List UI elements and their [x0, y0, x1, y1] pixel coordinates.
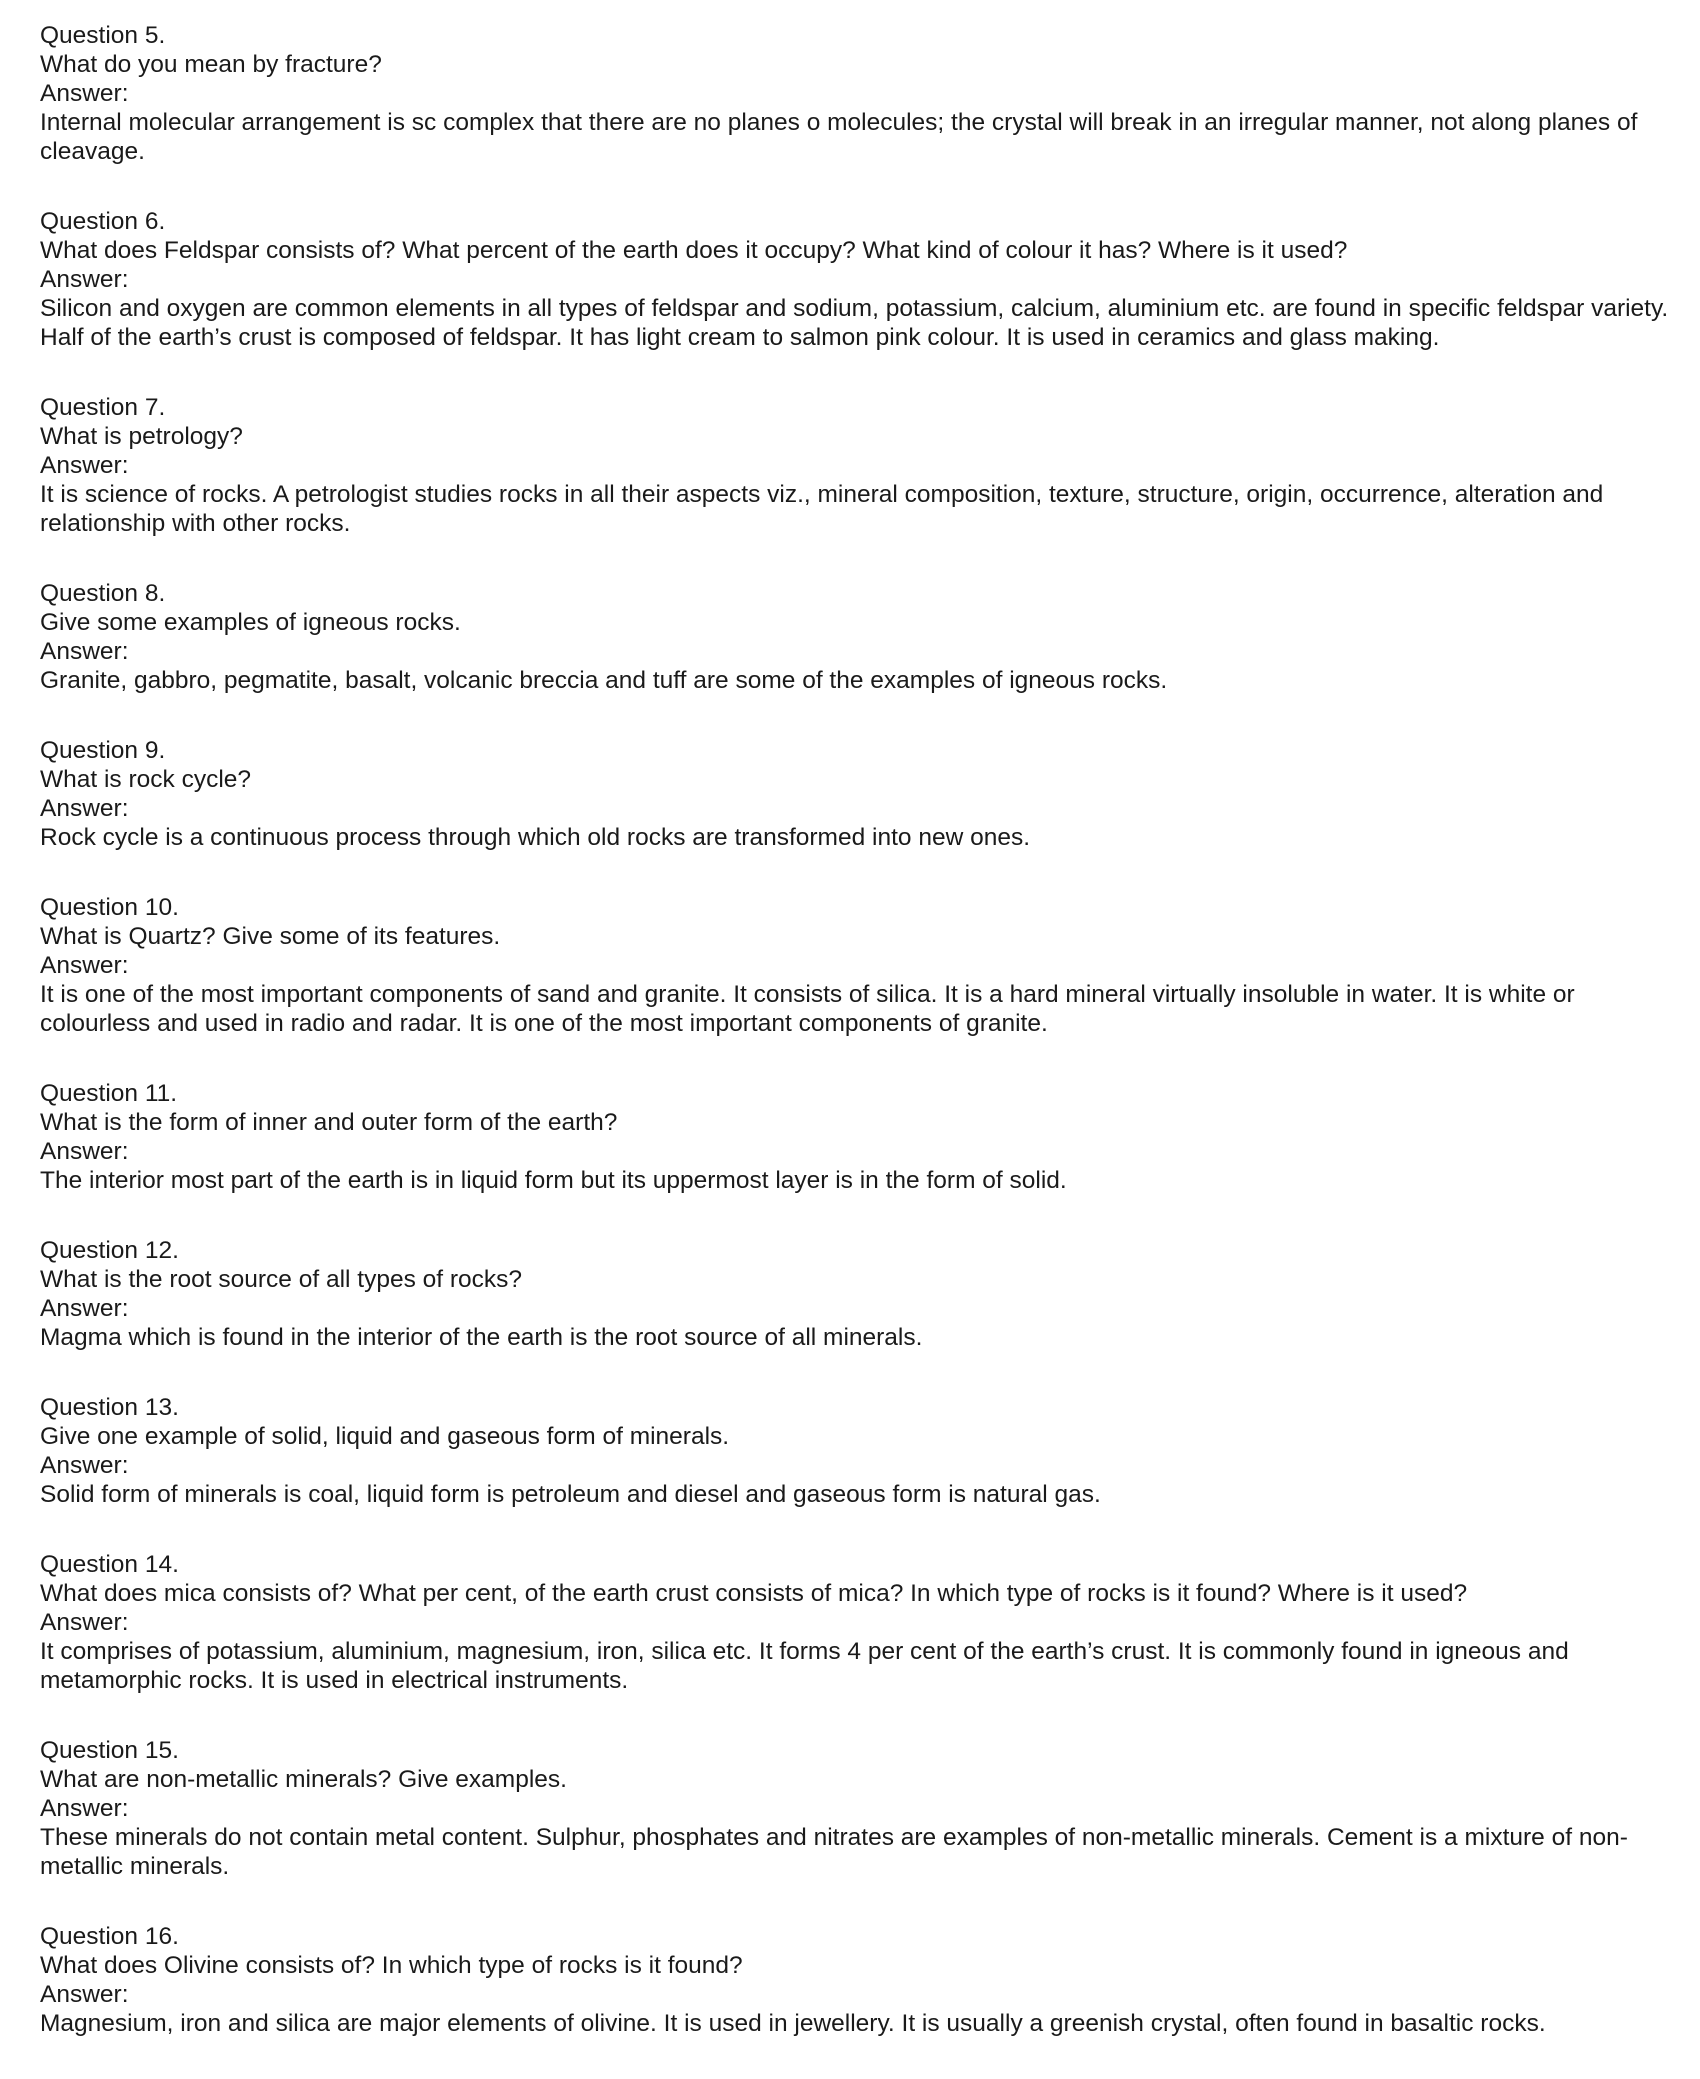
- question-number: Question 11.: [40, 1080, 178, 1107]
- qa-block: [40, 1736, 1680, 1881]
- question-text: Give some examples of igneous rocks.: [40, 609, 461, 636]
- answer-text: The interior most part of the earth is in liquid form but its uppermost layer is in the form of solid.: [40, 1167, 1067, 1194]
- question-text: What is Quartz? Give some of its features.: [40, 923, 501, 950]
- question-number: Question 13.: [40, 1394, 179, 1421]
- answer-label: Answer:: [40, 638, 129, 665]
- question-text: What is the root source of all types of rocks?: [40, 1266, 523, 1293]
- answer-text: Magma which is found in the interior of the earth is the root source of all minerals.: [40, 1324, 923, 1351]
- answer-text: Internal molecular arrangement is sc complex that there are no planes o molecules; the crystal will break in an irregular manner, not along planes of cleavage.: [40, 109, 1638, 165]
- qa-block: [40, 1079, 1680, 1195]
- question-number: Question 10.: [40, 894, 179, 921]
- answer-label: Answer:: [40, 952, 129, 979]
- question-number: Question 14.: [40, 1551, 179, 1578]
- question-number: Question 5.: [40, 22, 166, 49]
- question-number: Question 15.: [40, 1737, 179, 1764]
- question-text: What is petrology?: [40, 423, 243, 450]
- question-number: Question 16.: [40, 1923, 179, 1950]
- question-number: Question 8.: [40, 580, 166, 607]
- qa-block: [40, 1236, 1680, 1352]
- answer-label: Answer:: [40, 1981, 129, 2008]
- answer-label: Answer:: [40, 795, 129, 822]
- question-number: Question 9.: [40, 737, 166, 764]
- question-text: What do you mean by fracture?: [40, 51, 382, 78]
- question-text: Give one example of solid, liquid and gaseous form of minerals.: [40, 1423, 730, 1450]
- answer-label: Answer:: [40, 1609, 129, 1636]
- answer-label: Answer:: [40, 266, 129, 293]
- question-text: What does mica consists of? What per cent, of the earth crust consists of mica? In which type of rocks is it found? Where is it used?: [40, 1580, 1468, 1607]
- qa-block: [40, 21, 1680, 166]
- answer-text: It is science of rocks. A petrologist studies rocks in all their aspects viz., mineral composition, texture, structure, origin, occurrence, alteration and relationship with other rocks.: [40, 481, 1604, 537]
- answer-label: Answer:: [40, 80, 129, 107]
- answer-text: Solid form of minerals is coal, liquid form is petroleum and diesel and gaseous form is natural gas.: [40, 1481, 1101, 1508]
- answer-label: Answer:: [40, 452, 129, 479]
- answer-text: It is one of the most important components of sand and granite. It consists of silica. It is a hard mineral virtually insoluble in water. It is white or colourless and used in radio and radar. It is one of the most important components of granite.: [40, 981, 1575, 1037]
- qa-block: [40, 1393, 1680, 1509]
- qa-block: [40, 579, 1680, 695]
- answer-label: Answer:: [40, 1452, 129, 1479]
- question-number: Question 7.: [40, 394, 166, 421]
- question-number: Question 12.: [40, 1237, 179, 1264]
- answer-text: These minerals do not contain metal content. Sulphur, phosphates and nitrates are examples of non-metallic minerals. Cement is a mixture of non- metallic minerals.: [40, 1824, 1628, 1880]
- qa-block: [40, 1922, 1680, 2038]
- answer-label: Answer:: [40, 1138, 129, 1165]
- qa-block: [40, 736, 1680, 852]
- qa-block: [40, 1550, 1680, 1695]
- question-text: What is the form of inner and outer form of the earth?: [40, 1109, 618, 1136]
- qa-document: [40, 21, 1680, 2079]
- question-text: What are non-metallic minerals? Give examples.: [40, 1766, 567, 1793]
- answer-text: Magnesium, iron and silica are major elements of olivine. It is used in jewellery. It is usually a greenish crystal, often found in basaltic rocks.: [40, 2010, 1546, 2037]
- question-text: What does Olivine consists of? In which type of rocks is it found?: [40, 1952, 743, 1979]
- qa-block: [40, 893, 1680, 1038]
- qa-block: [40, 207, 1680, 352]
- question-text: What is rock cycle?: [40, 766, 252, 793]
- answer-text: It comprises of potassium, aluminium, magnesium, iron, silica etc. It forms 4 per cent of the earth’s crust. It is commonly found in igneous and metamorphic rocks. It is used in electrical instruments.: [40, 1638, 1569, 1694]
- question-text: What does Feldspar consists of? What percent of the earth does it occupy? What kind of colour it has? Where is it used?: [40, 237, 1348, 264]
- answer-text: Silicon and oxygen are common elements in all types of feldspar and sodium, potassium, calcium, aluminium etc. are found in specific feldspar variety. Half of the earth’s crust is composed of feldspar. It has light cream to salmon pink colour. It is used in ceramics and glass making.: [40, 295, 1669, 351]
- answer-text: Granite, gabbro, pegmatite, basalt, volcanic breccia and tuff are some of the examples of igneous rocks.: [40, 667, 1168, 694]
- answer-text: Rock cycle is a continuous process through which old rocks are transformed into new ones.: [40, 824, 1031, 851]
- question-number: Question 6.: [40, 208, 166, 235]
- answer-label: Answer:: [40, 1295, 129, 1322]
- qa-block: [40, 393, 1680, 538]
- answer-label: Answer:: [40, 1795, 129, 1822]
